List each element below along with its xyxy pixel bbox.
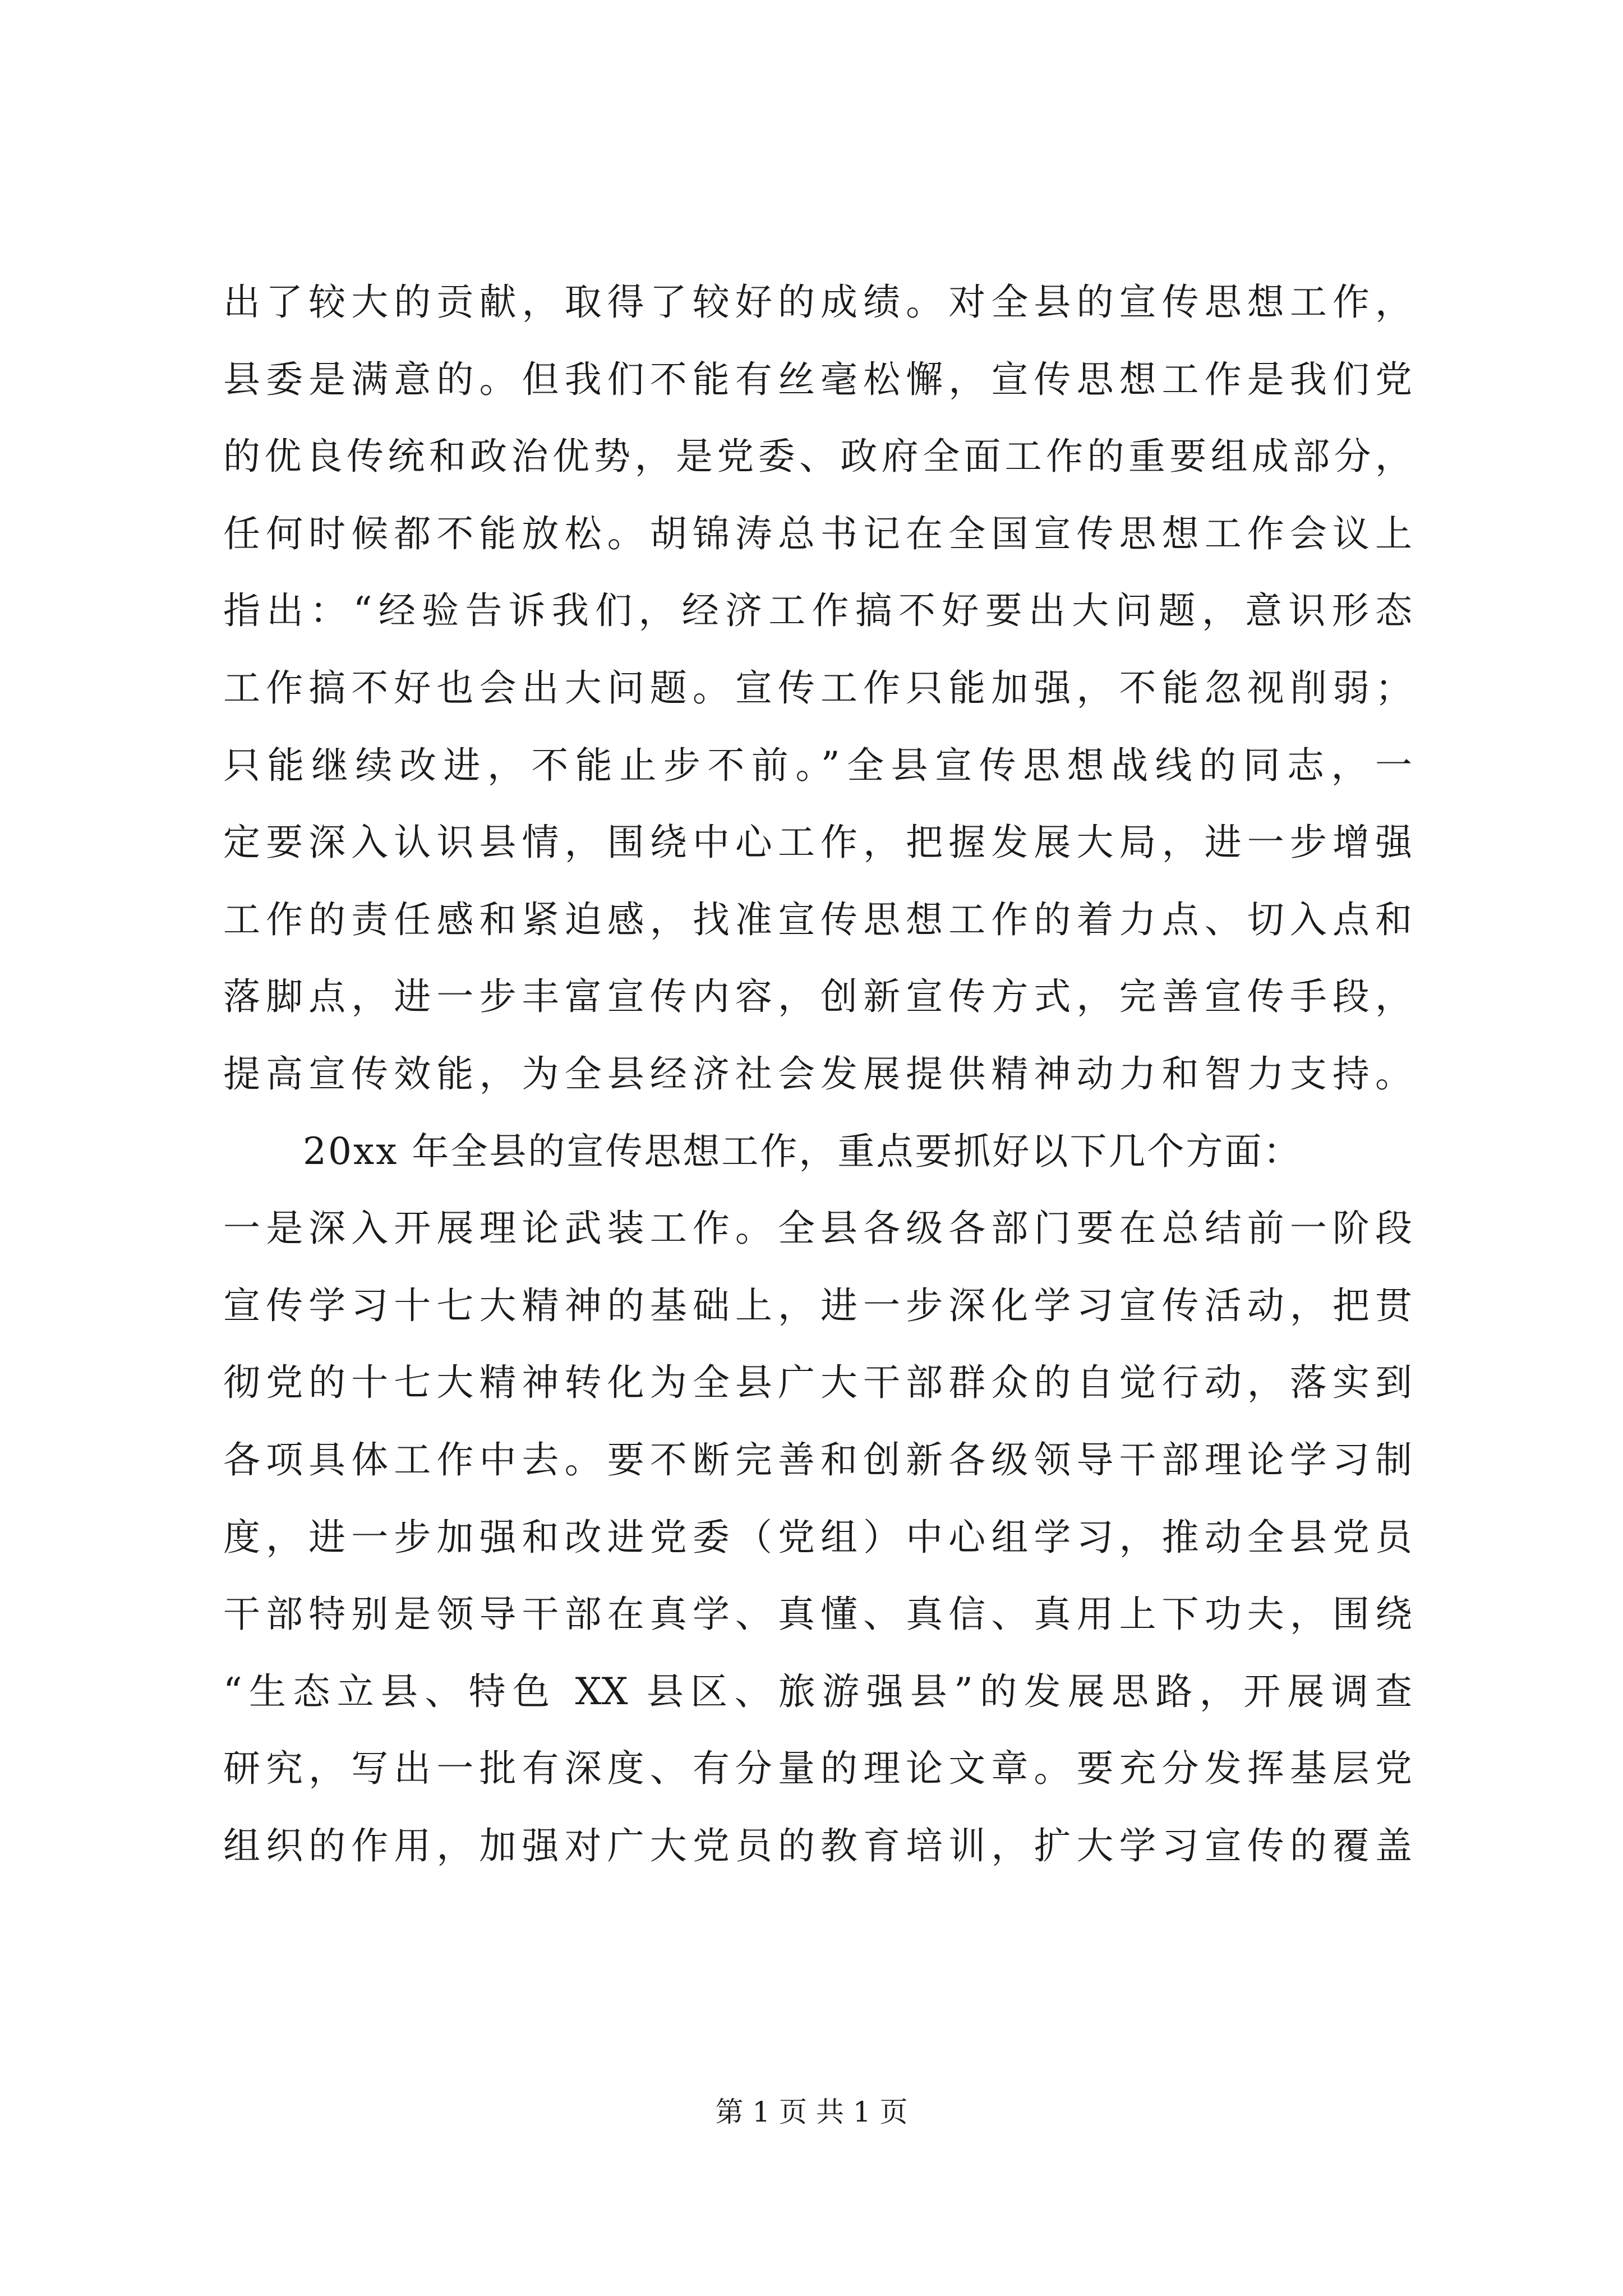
text-line: “生态立县、特色 XX 县区、旅游强县”的发展思路，开展调查 — [223, 1669, 1412, 1713]
text-line: 提高宣传效能，为全县经济社会发展提供精神动力和智力支持。 — [223, 1052, 1412, 1096]
text-line: 工作搞不好也会出大问题。宣传工作只能加强，不能忽视削弱； — [223, 666, 1412, 710]
text-line: 组织的作用，加强对广大党员的教育培训，扩大学习宣传的覆盖 — [223, 1824, 1412, 1867]
text-line: 定要深入认识县情，围绕中心工作，把握发展大局，进一步增强 — [223, 821, 1412, 864]
text-line: 宣传学习十七大精神的基础上，进一步深化学习宣传活动，把贯 — [223, 1283, 1412, 1327]
page-footer: 第 1 页 共 1 页 — [715, 2096, 908, 2128]
text-line: 一是深入开展理论武装工作。全县各级各部门要在总结前一阶段 — [223, 1207, 1412, 1250]
text-line: 各项具体工作中去。要不断完善和创新各级领导干部理论学习制 — [223, 1438, 1412, 1481]
text-line: 彻党的十七大精神转化为全县广大干部群众的自觉行动，落实到 — [223, 1361, 1412, 1405]
text-line: 度，进一步加强和改进党委（党组）中心组学习，推动全县党员 — [223, 1515, 1412, 1559]
text-line: 出了较大的贡献，取得了较好的成绩。对全县的宣传思想工作， — [223, 280, 1412, 324]
text-line: 指出：“经验告诉我们，经济工作搞不好要出大问题，意识形态 — [223, 589, 1412, 633]
text-line: 干部特别是领导干部在真学、真懂、真信、真用上下功夫，围绕 — [223, 1593, 1412, 1636]
text-line: 县委是满意的。但我们不能有丝毫松懈，宣传思想工作是我们党 — [223, 357, 1412, 401]
text-line: 的优良传统和政治优势，是党委、政府全面工作的重要组成部分， — [223, 435, 1412, 478]
text-line: 只能继续改进，不能止步不前。”全县宣传思想战线的同志，一 — [223, 743, 1412, 787]
text-line: 工作的责任感和紧迫感，找准宣传思想工作的着力点、切入点和 — [223, 898, 1412, 941]
body-text — [223, 264, 1412, 1884]
text-line: 任何时候都不能放松。胡锦涛总书记在全国宣传思想工作会议上 — [223, 512, 1412, 555]
text-line-indented: 20xx 年全县的宣传思想工作，重点要抓好以下几个方面： — [303, 1129, 1302, 1173]
text-line: 落脚点，进一步丰富宣传内容，创新宣传方式，完善宣传手段， — [223, 975, 1412, 1019]
text-line: 研究，写出一批有深度、有分量的理论文章。要充分发挥基层党 — [223, 1747, 1412, 1791]
